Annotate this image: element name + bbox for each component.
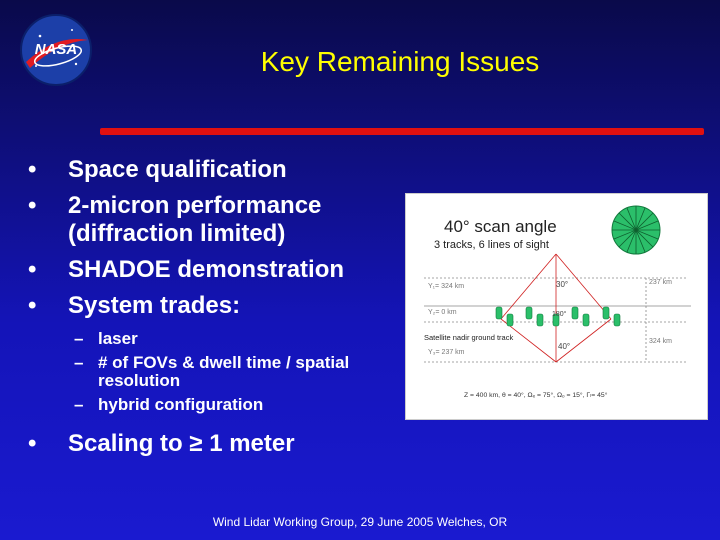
- bullet-dot: •: [28, 192, 37, 219]
- figure-params: Z = 400 km, θ = 40°, Ωₑ = 75°, Ωₒ = 15°, Γₗ= 45°: [464, 392, 608, 399]
- sub-bullet-dash: –: [74, 353, 84, 372]
- right-label-top: 237 km: [649, 279, 672, 286]
- left-label-1: Y₁= 324 km: [428, 283, 465, 290]
- bullet-text: Scaling to ≥ 1 meter: [68, 430, 295, 457]
- sub-bullet-text: laser: [98, 329, 138, 348]
- bullet-dot: •: [28, 256, 37, 283]
- bullet-text: 2-micron performance (diffraction limited): [68, 192, 322, 247]
- scan-pattern-wheel-icon: [612, 206, 660, 254]
- bullet-text: Space qualification: [68, 156, 287, 183]
- ground-track-label: Satellite nadir ground track: [424, 333, 514, 342]
- bullet-item-scaling: [24, 430, 468, 458]
- nasa-logo: [18, 12, 94, 88]
- bullet-text: SHADOE demonstration: [68, 256, 345, 283]
- bullet-item: [24, 292, 404, 320]
- sub-bullet-dash: –: [74, 395, 84, 414]
- sub-bullet-text: hybrid configuration: [98, 395, 264, 414]
- left-label-2: Y₂= 0 km: [428, 309, 457, 316]
- bullet-dot: •: [28, 430, 37, 457]
- sub-bullet-dash: –: [74, 329, 84, 348]
- figure-subtitle: 3 tracks, 6 lines of sight: [434, 239, 549, 251]
- figure-title: 40° scan angle: [444, 217, 557, 236]
- scan-angle-figure: [405, 193, 708, 420]
- bullet-item: [24, 156, 404, 184]
- slide-title: Key Remaining Issues: [260, 46, 540, 77]
- sub-bullet-item: [74, 354, 414, 390]
- bullet-item: [24, 256, 404, 284]
- nasa-logo-text: NASA: [34, 41, 78, 58]
- sub-bullet-item: [74, 396, 414, 414]
- right-label-bottom: 324 km: [649, 338, 672, 345]
- angle-label-bottom: 40°: [558, 342, 571, 351]
- title-divider: [100, 128, 704, 135]
- footer-text: Wind Lidar Working Group, 29 June 2005 Welches, OR: [212, 515, 508, 529]
- bullet-dot: •: [28, 156, 37, 183]
- bullet-list: [24, 156, 404, 328]
- bullet-dot: •: [28, 292, 37, 319]
- angle-label-top: 30°: [556, 280, 569, 289]
- sub-bullet-list: [74, 330, 414, 420]
- bullet-item: [24, 192, 404, 248]
- angle-label-mid: 180°: [552, 311, 567, 318]
- sub-bullet-text: # of FOVs & dwell time / spatial resolution: [98, 353, 350, 390]
- bullet-text: System trades:: [68, 292, 241, 319]
- left-label-3: Y₃= 237 km: [428, 349, 465, 356]
- sub-bullet-item: [74, 330, 414, 348]
